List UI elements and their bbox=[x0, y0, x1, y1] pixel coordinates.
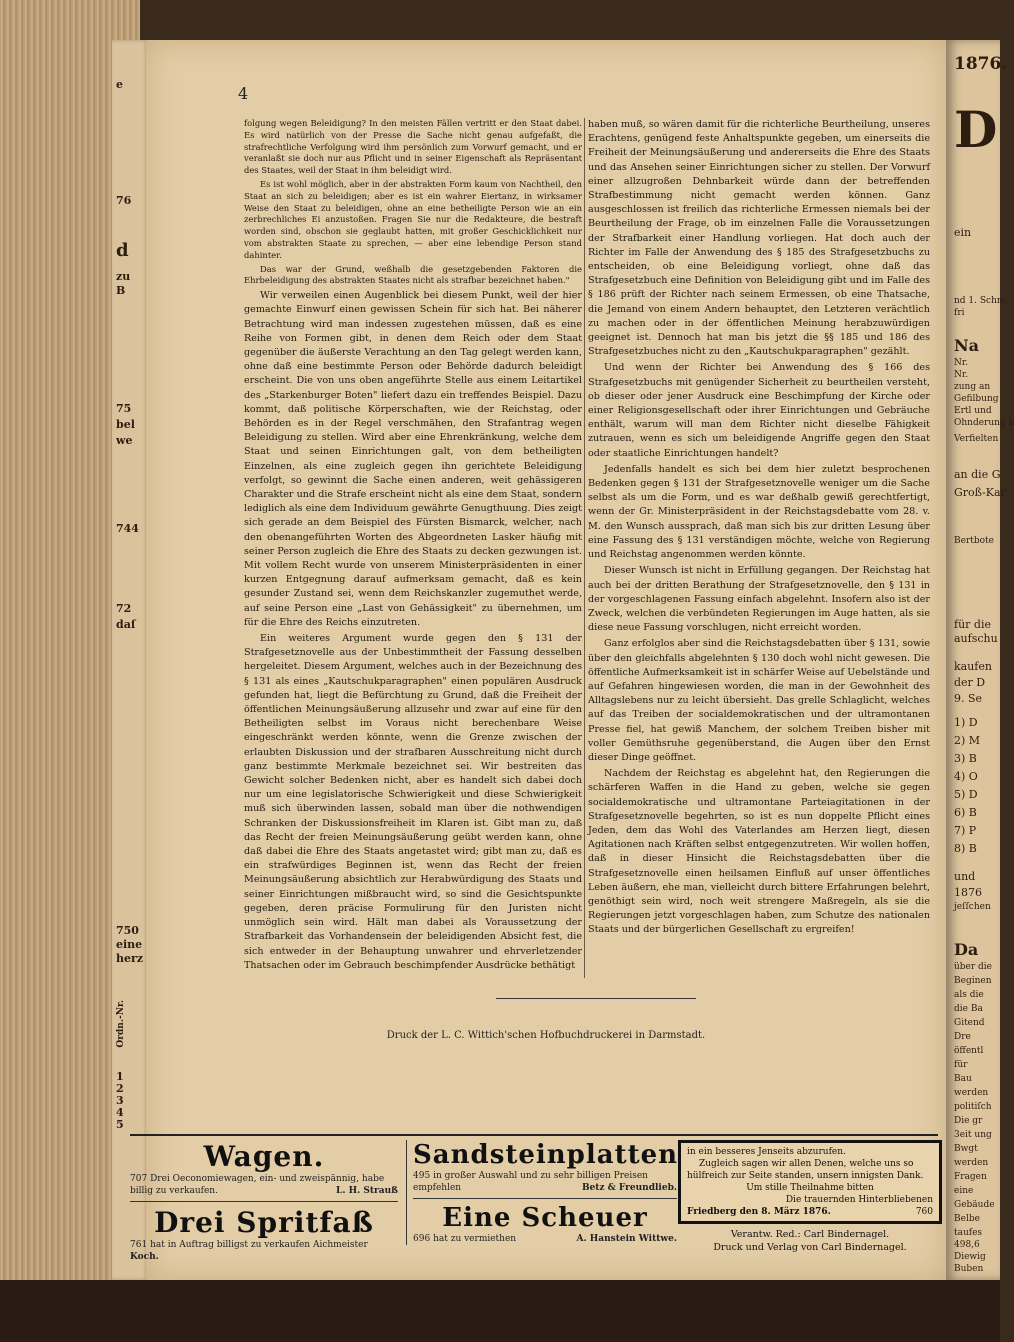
notice-line: Um stille Theilnahme bitten bbox=[746, 1183, 874, 1193]
margin-fragment: 750 bbox=[116, 924, 139, 937]
paragraph: Nachdem der Reichstag es abgelehnt hat, den Regierungen die schärferen Waffen in die Hand zu geben, welche sie gegen socialdemokratische und ultramontane Parteiagitationen in der Strafgesetznovelle begehrten, so ist es nun doppelte Pflicht eines Jeden, dem das Wohl des Vaterlandes am Herzen liegt, diesen Agitationen nach Kräften selbst entgegenzutreten. Wir wollen hoffen, daß in dieser Hinsicht die Reichstagsdebatten über die Strafgesetznovelle einen heilsamen Einfluß auf unser öffentliches Leben äußern, ehe man, vielleicht durch bittere Erfahrungen belehrt, genöthigt sein wird, noch weit strengere Maßregeln, als sie die Regierungen jetzt vorgeschlagen haben, zum Schutze des nationalen Staats und der bürgerlichen Gesellschaft zu ergreifen! bbox=[588, 768, 930, 936]
margin-fragment: we bbox=[116, 434, 133, 447]
margin-fragment: aufschu bbox=[954, 632, 998, 645]
margin-fragment: Gitend bbox=[954, 1018, 985, 1028]
margin-fragment: Gefilbung bbox=[954, 394, 999, 404]
margin-fragment: 1 bbox=[116, 1070, 124, 1083]
margin-fragment: d bbox=[116, 240, 129, 261]
margin-fragment: Bwgt bbox=[954, 1144, 978, 1154]
margin-fragment: nd 1. Schm bbox=[954, 296, 1006, 306]
margin-fragment: jeſſchen bbox=[954, 902, 991, 912]
paragraph: Ganz erfolglos aber sind die Reichstagsdebatten über § 131, sowie über den gleichfalls abgelehnten § 130 doch wohl nicht gewesen. Die öffentliche Aufmerksamkeit ist in schärfer Weise auf Uebelstände und auf Gefahren hingewiesen worden, die man in der Gewohnheit des Alltagslebens nur zu leicht übersieht. Das grelle Schlaglicht, welches auf das Treiben der socialdemokratischen und der ultramontanen Presse fiel, hat gewiß Manchem, der solchem Treiben bisher mit voller Gemüthsruhe gegenüberstand, die Augen über den Ernst dieser Dinge geöffnet. bbox=[588, 638, 930, 763]
margin-fragment: politiſch bbox=[954, 1102, 992, 1112]
margin-fragment: 7) P bbox=[954, 824, 977, 837]
margin-fragment: herz bbox=[116, 952, 144, 965]
ad-text-wagen bbox=[130, 1173, 398, 1197]
margin-fragment: Groß-Kar bbox=[954, 486, 1006, 499]
notice-line: Zugleich sagen wir allen Denen, welche uns so hülfreich zur Seite standen, unsern innigsten Dank. bbox=[687, 1159, 924, 1181]
margin-fragment: Gebäude bbox=[954, 1200, 995, 1210]
margin-fragment: Ordn.-Nr. bbox=[116, 1000, 126, 1048]
ad-number: 495 bbox=[413, 1171, 431, 1181]
margin-fragment: Verfielten bbox=[954, 434, 999, 444]
newspaper-page bbox=[130, 40, 946, 1280]
printer-line: Druck der L. C. Wittich'schen Hofbuchdruckerei in Darmstadt. bbox=[386, 1030, 706, 1041]
margin-fragment: zung an bbox=[954, 382, 991, 392]
ad-column-left bbox=[130, 1140, 398, 1263]
right-page-edge bbox=[946, 40, 1014, 1280]
page-number: 4 bbox=[238, 84, 249, 103]
left-column bbox=[244, 118, 582, 998]
notice-place-date: Friedberg den 8. März 1876. bbox=[687, 1207, 831, 1217]
margin-fragment: ein bbox=[954, 226, 972, 239]
margin-fragment: 2 bbox=[116, 1082, 124, 1095]
ad-seller: L. H. Strauß bbox=[336, 1186, 398, 1196]
ad-seller: A. Hanstein Wittwe. bbox=[576, 1234, 677, 1244]
margin-fragment: 72 bbox=[116, 602, 132, 615]
margin-fragment: 3eit ung bbox=[954, 1130, 992, 1140]
imprint-publisher: Druck und Verlag von Carl Bindernagel. bbox=[713, 1242, 907, 1253]
paragraph: Es ist wohl möglich, aber in der abstrakten Form kaum von Nachtheil, den Staat an sich zu beleidigen; aber es ist ein wahrer Eiertanz, in wirksamer Weise den Staat zu beleidigen, ohne an eine betheiligte Person wie an ein zerbrechliches Ei anzustoßen. Fragen Sie nur die Redakteure, die bestraft worden sind, obschon sie geglaubt hatten, mit großer Geschicklichkeit nur vom abstrakten Staate zu sprechen, — aber eine lebendige Person stand dahinter. bbox=[244, 178, 582, 260]
margin-fragment: B bbox=[116, 284, 126, 297]
ad-column-right bbox=[678, 1140, 942, 1254]
ad-text-sandstein bbox=[413, 1170, 677, 1194]
imprint-editor: Verantw. Red.: Carl Bindernagel. bbox=[730, 1229, 890, 1240]
margin-fragment: bel bbox=[116, 418, 135, 431]
imprint bbox=[678, 1228, 942, 1254]
ad-text-scheuer bbox=[413, 1233, 677, 1245]
advertisement-section bbox=[130, 1134, 938, 1262]
margin-fragment: als die bbox=[954, 990, 984, 1000]
margin-fragment: werden bbox=[954, 1088, 989, 1098]
margin-fragment: und bbox=[954, 870, 976, 883]
margin-fragment: eine bbox=[116, 938, 143, 951]
ad-body: hat in Auftrag billigst zu verkaufen Aichmeister bbox=[150, 1240, 368, 1250]
margin-fragment: D bbox=[954, 100, 998, 159]
margin-fragment: 4) O bbox=[954, 770, 978, 783]
column-divider bbox=[584, 118, 585, 978]
margin-fragment: 76 bbox=[116, 194, 132, 207]
end-rule bbox=[496, 998, 696, 999]
margin-fragment: Buben bbox=[954, 1264, 984, 1274]
margin-fragment: Ohnderung b bbox=[954, 418, 1014, 428]
margin-fragment: Beginen bbox=[954, 976, 992, 986]
ad-separator bbox=[130, 1201, 398, 1202]
margin-fragment: Bertbote bbox=[954, 536, 994, 546]
right-column bbox=[588, 118, 930, 998]
ad-seller: Betz & Freundlieb. bbox=[581, 1183, 677, 1193]
margin-fragment: daſ bbox=[116, 618, 136, 631]
ad-body: in großer Auswahl und zu sehr billigen Preisen empfehlen bbox=[413, 1171, 648, 1193]
margin-fragment: der D bbox=[954, 676, 986, 689]
margin-fragment: eine bbox=[954, 1186, 974, 1196]
margin-fragment: an die G bbox=[954, 468, 1001, 481]
margin-fragment: 744 bbox=[116, 522, 139, 535]
margin-fragment: 5 bbox=[116, 1118, 124, 1131]
margin-fragment: 1876. bbox=[954, 54, 1008, 74]
margin-fragment: Nr. bbox=[954, 370, 969, 380]
death-notice bbox=[678, 1140, 942, 1224]
margin-fragment: taufes bbox=[954, 1228, 983, 1238]
margin-fragment: 1876 bbox=[954, 886, 982, 899]
margin-fragment: 9. Se bbox=[954, 692, 983, 705]
margin-fragment: 2) M bbox=[954, 734, 981, 747]
margin-fragment: Diewig bbox=[954, 1252, 986, 1262]
margin-fragment: öffentl bbox=[954, 1046, 984, 1056]
margin-fragment: Die gr bbox=[954, 1116, 983, 1126]
ad-title-sandstein: Sandsteinplatten bbox=[413, 1140, 679, 1170]
margin-fragment: Ertl und bbox=[954, 406, 992, 416]
margin-fragment: 4 bbox=[116, 1106, 124, 1119]
margin-fragment: 3 bbox=[116, 1094, 124, 1107]
paragraph: Ein weiteres Argument wurde gegen den § 131 der Strafgesetznovelle aus der Unbestimmtheit der Fassung desselben hergeleitet. Diesem Argument, welches auch in der Bezeichnung des § 131 als eines „Kautschukparagraphen" einen populären Ausdruck gefunden hat, liegt die Befürchtung zu Grund, daß die Freiheit der öffentlichen Meinungsäußerung allzusehr und zwar auf eine für den Betheiligten selbst im Voraus nicht berechenbare Weise eingeschränkt werden könnte, wenn die Grenze zwischen der erlaubten Diskussion und der strafbaren Ausschreitung nicht durch ganz bestimmte Merkmale bezeichnet sei. Wir bestreiten das Gewicht solcher Bedenken nicht, aber es handelt sich dabei doch nur um eine legislatorische Schwierigkeit und diese Schwierigkeit muß sich überwinden lassen, sobald man über die nothwendigen Schranken der Diskussionsfreiheit im Klaren ist. Gibt man zu, daß das Recht der freien Meinungsäußerung geübt werden kann, ohne daß dabei die Ehre des Staats angetastet wird; gibt man zu, daß es ein strafwürdiges Beginnen ist, wenn das Recht der freien Meinungsäußerung absichtlich zur Herabwürdigung des Staats und seiner Einrichtungen mißbraucht wird, so sind die Gesichtspunkte gegeben, deren präcise Formulirung für den Juristen nicht unmöglich sein wird. Hält man dabei als Voraussetzung der Strafbarkeit das Vorhandensein der beleidigenden Absicht fest, die sich entweder in der Behauptung unwahrer und ehrverletzender Thatsachen oder im Gebrauch beschimpfender Ausdrücke bethätigt bbox=[244, 633, 582, 971]
ad-number: 761 bbox=[130, 1240, 148, 1250]
margin-fragment: für die bbox=[954, 618, 991, 631]
margin-fragment: für bbox=[954, 1060, 968, 1070]
scanner-background bbox=[0, 1280, 1000, 1342]
margin-fragment: die Ba bbox=[954, 1004, 983, 1014]
margin-fragment: Belbe bbox=[954, 1214, 980, 1224]
paragraph: haben muß, so wären damit für die richterliche Beurtheilung, unseres Erachtens, genügend feste Anhaltspunkte gegeben, um einerseits die Freiheit der Meinungsäußerung und andererseits die Ehre des Staats und das Ansehen seiner Einrichtungen sicher zu stellen. Der Vorwurf einer allzugroßen Dehnbarkeit würde dann der betreffenden Strafbestimmung nicht gemacht werden können. Ganz ausgeschlossen ist freilich das richterliche Ermessen niemals bei der Beurtheilung der Frage, ob im einzelnen Falle die Voraussetzungen der Strafbarkeit einer Handlung vorliegen. Hat doch auch der Richter im Falle der Anwendung des § 185 des Strafgesetzbuchs zu entscheiden, ob eine Beleidigung vorliegt, ohne daß das Strafgesetzbuch eine Definition von Beleidigung gibt und im Falle des § 186 prüft der Richter nach seinem Ermessen, ob eine Thatsache, die Jemand von einem Andern behauptet, den Letzteren verächtlich zu machen oder in der öffentlichen Meinung herabzuwürdigen geeignet ist. Dennoch hat man bis jetzt die §§ 185 und 186 des Strafgesetzbuches nicht zu den „Kautschukparagraphen" gezählt. bbox=[588, 119, 930, 358]
paragraph: Wir verweilen einen Augenblick bei diesem Punkt, weil der hier gemachte Einwurf einen gewissen Schein für sich hat. Bei näherer Betrachtung wird man indessen zugestehen müssen, daß es eine Reihe von Formen gibt, in denen dem Reich oder dem Staat gegenüber die äußerste Verachtung an den Tag gelegt werden kann, ohne daß eine bestimmte Person oder Behörde dadurch beleidigt erscheint. Die von uns oben angeführte Stelle aus einem Leitartikel des „Starkenburger Boten" liefert dazu ein treffendes Beispiel. Dazu kommt, daß politische Körperschaften, wie der Reichstag, oder Behörden es in der Regel verschmähen, den Strafantrag wegen Beleidigung zu stellen. Wird aber eine Ehrenkränkung, welche dem Staat und seinen Einrichtungen galt, von dem betheiligten Einzelnen, als eine zugleich gegen ihn gerichtete Beleidigung verfolgt, so gewinnt die Sache einen anderen, weit gehässigeren Charakter und die Strafe erscheint nicht als eine dem Staat, sondern lediglich als eine dem Individuum gewährte Genugthuung. Dies zeigt sich gerade an dem Beispiel des Fürsten Bismarck, welcher, nach den obenangeführten Worten des Abgeordneten Lasker häufig mit seiner Person zugleich die Ehre des Staats zu decken gezwungen ist. Mit vollem Recht wurde von unserem Ministerpräsidenten in einer kurzen Entgegnung darauf aufmerksam gemacht, daß es kein gesunder Zustand sei, wenn dem Reichskanzler zugemuthet werde, auf seine Person eine „Last von Gehässigkeit" zu übernehmen, um für die Ehre des Reichs einzutreten. bbox=[244, 290, 582, 628]
paragraph: Dieser Wunsch ist nicht in Erfüllung gegangen. Der Reichstag hat auch bei der dritten Berathung der Strafgesetznovelle, den § 131 in der vorgeschlagenen Fassung einfach abgelehnt. Insofern also ist der Zweck, welchen die verbündeten Regierungen im Auge hatten, als sie diese neue Fassung vorschlugen, nicht erreicht worden. bbox=[588, 565, 930, 634]
margin-fragment: e bbox=[116, 78, 123, 91]
paragraph: Das war der Grund, weßhalb die gesetzgebenden Faktoren die Ehrbeleidigung des abstrakten Staates nicht als strafbar bezeichnet haben." bbox=[244, 263, 582, 286]
margin-fragment: fri bbox=[954, 308, 965, 318]
margin-fragment: 498,6 bbox=[954, 1240, 980, 1250]
ad-body: Drei Oeconomiewagen, ein- und zweispännig, habe billig zu verkaufen. bbox=[130, 1174, 385, 1196]
paragraph: folgung wegen Beleidigung? In den meisten Fällen vertritt er den Staat dabei. Es wird natürlich von der Presse die Sache nicht genau aufgefaßt, die strafrechtliche Verfolgung wird ihm persönlich zum Vorwurf gemacht, und er veranlaßt sie doch nur aus Pflicht und in seiner Eigenschaft als Repräsentant des Staates, weil der Staat in ihm beleidigt wird. bbox=[244, 118, 582, 176]
margin-fragment: Nr. bbox=[954, 358, 969, 368]
margin-fragment: zu bbox=[116, 270, 131, 283]
ad-title-spritfass: Drei Spritfaß bbox=[154, 1206, 374, 1239]
margin-fragment: Fragen bbox=[954, 1172, 987, 1182]
notice-line: in ein besseres Jenseits abzurufen. bbox=[687, 1147, 846, 1157]
margin-fragment: 6) B bbox=[954, 806, 977, 819]
margin-fragment: 1) D bbox=[954, 716, 978, 729]
margin-fragment: über die bbox=[954, 962, 993, 972]
ad-text-spritfass bbox=[130, 1239, 398, 1263]
ad-number: 760 bbox=[915, 1207, 933, 1217]
margin-fragment: 8) B bbox=[954, 842, 977, 855]
ad-column-middle bbox=[406, 1140, 677, 1245]
notice-line: Die trauernden Hinterbliebenen bbox=[785, 1195, 933, 1205]
margin-fragment: Bau bbox=[954, 1074, 972, 1084]
margin-fragment: Da bbox=[954, 940, 979, 959]
notice-footer bbox=[687, 1206, 933, 1218]
left-margin-strip bbox=[112, 40, 148, 1280]
paragraph: Und wenn der Richter bei Anwendung des § 166 des Strafgesetzbuchs mit genügender Sicherheit zu beurtheilen versteht, ob dieser oder jener Ausdruck eine Beschimpfung der Kirche oder einer Religionsgesellschaft oder ihrer Einrichtungen und Gebräuche enthält, warum will man dem Richter nicht dieselbe Fähigkeit zutrauen, wenn es sich um beleidigende Angriffe gegen den Staat oder staatliche Einrichtungen handelt? bbox=[588, 362, 930, 459]
margin-fragment: 3) B bbox=[954, 752, 977, 765]
ad-body: hat zu vermiethen bbox=[433, 1234, 517, 1244]
margin-fragment: 75 bbox=[116, 402, 132, 415]
ad-number: 696 bbox=[413, 1234, 431, 1244]
margin-fragment: Na bbox=[954, 336, 979, 355]
ad-title-scheuer: Eine Scheuer bbox=[442, 1203, 648, 1233]
paragraph: Jedenfalls handelt es sich bei dem hier zuletzt besprochenen Bedenken gegen § 131 der Strafgesetznovelle weniger um die Sache selbst als um die Form, und es war deßhalb gewiß gerechtfertigt, wenn der Gr. Ministerpräsident in der Reichstagsdebatte vom 28. v. M. den Wunsch aussprach, daß man sich bis zur dritten Lesung über eine Fassung des § 131 verständigen möchte, welche von Regierung und Reichstag angenommen werden könnte. bbox=[588, 463, 930, 561]
margin-fragment: 5) D bbox=[954, 788, 978, 801]
margin-fragment: kaufen bbox=[954, 660, 992, 673]
margin-fragment: werden bbox=[954, 1158, 989, 1168]
ad-seller: Koch. bbox=[130, 1252, 159, 1262]
ad-separator bbox=[413, 1198, 677, 1199]
ad-title-wagen: Wagen. bbox=[203, 1140, 325, 1173]
ad-number: 707 bbox=[130, 1174, 148, 1184]
margin-fragment: Dre bbox=[954, 1032, 971, 1042]
